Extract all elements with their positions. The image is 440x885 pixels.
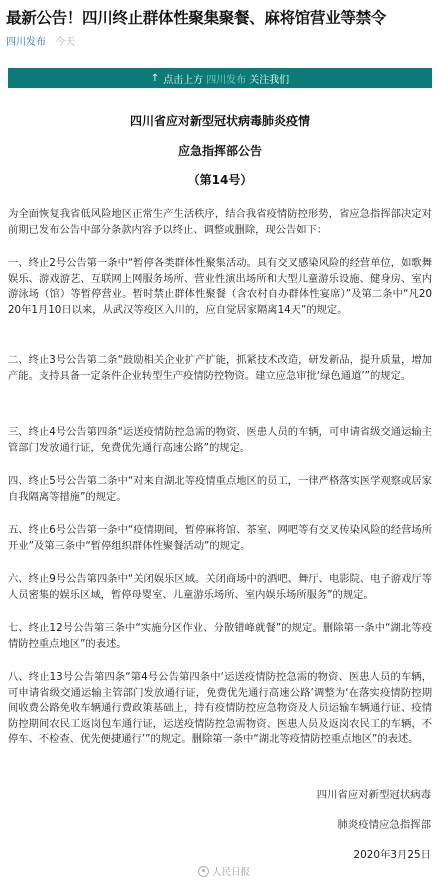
clause-paragraph: 六、终止9号公告第四条中“关闭娱乐区域。关闭商场中的酒吧、舞厅、电影院、电子游戏厅等人员密集的娱乐区域，暂停母婴室、儿童游乐场所、室内娱乐场所服务”的规定。 (8, 573, 432, 601)
clause-paragraph: 一、终止2号公告第一条中“暂停各类群体性聚集活动。具有交叉感染风险的经营单位，如歌舞娱乐、游戏游艺、互联网上网服务场所、营业性演出场所和大型儿童游乐设施、健身房、室内游泳场（馆）等暂停营业。暂时禁止群体性聚餐（含农村自办群体性宴席）”及第二条中“凡2020年1月10日以来，从武汉等疫区入川的，应自觉居家隔离14天”的规定。 (8, 257, 432, 316)
clause-paragraph: 三、终止4号公告第四条“运送疫情防控急需的物资、医患人员的车辆，可申请省级交通运输主管部门发放通行证，免费优先通行高速公路”的规定。 (8, 426, 432, 454)
document-number: （第14号） (187, 173, 253, 187)
publish-time: 今天 (55, 37, 76, 48)
signature-date: 2020年3月25日 (353, 849, 431, 861)
document-subtitle: 应急指挥部公告 (177, 144, 262, 158)
follow-text-after: 关注我们 (249, 74, 290, 86)
signature-org: 肺炎疫情应急指挥部 (337, 819, 431, 831)
signature-org: 四川省应对新型冠状病毒 (316, 789, 431, 801)
clause-paragraph: 二、终止3号公告第二条“鼓励相关企业扩产扩能，抓紧技术改造，研发新品，提升质量，增加产能。支持具备一定条件企业转型生产疫情防控物资。建立应急审批‘绿色通道’”的规定。 (8, 354, 432, 382)
follow-account-name: 四川发布 (206, 74, 247, 86)
weibo-logo-icon (198, 866, 209, 877)
arrow-up-icon: ↑ (150, 72, 160, 84)
follow-text-before: 点击上方 (163, 74, 204, 86)
follow-banner[interactable] (8, 68, 432, 88)
clause-paragraph: 四、终止5号公告第二条中“对来自湖北等疫情重点地区的员工，一律严格落实医学观察或居家自我隔离等措施”的规定。 (8, 475, 432, 503)
watermark (198, 864, 250, 878)
clause-paragraph: 五、终止6号公告第一条中“疫情期间，暂停麻将馆、茶室、网吧等有交叉传染风险的经营场所开业”及第三条中“暂停组织群体性聚餐活动”的规定。 (8, 524, 432, 552)
watermark-text: 人民日报 (212, 867, 251, 878)
article-meta (6, 33, 75, 48)
clause-paragraph: 七、终止12号公告第三条中“实施分区作业、分散错峰就餐”的规定。删除第一条中“湖北等疫情防控重点地区”的表述。 (8, 622, 432, 650)
intro-paragraph: 为全面恢复我省低风险地区正常生产生活秩序，结合我省疫情防控形势，省应急指挥部决定对前期已发布公告中部分条款内容予以终止、调整或删除，现公告如下： (8, 208, 432, 236)
article-title: 最新公告！四川终止群体性聚集聚餐、麻将馆营业等禁令 (6, 9, 387, 27)
clause-paragraph: 八、终止13号公告第四条“第4号公告第四条中‘运送疫情防控急需的物资、医患人员的车辆，可申请省级交通运输主管部门发放通行证，免费优先通行高速公路’调整为‘在落实疫情防控期间收费公路免收车辆通行费政策基础上，持有疫情防控应急物资及人员运输车辆通行证、疫情防控期间农民工返岗包车通行证，运送疫情防控急需物资、医患人员及返岗农民工的车辆，不停车、不检查、优先便捷通行’”的规定。删除第一条中“湖北等疫情防控重点地区”的表述。 (8, 671, 432, 745)
author-link[interactable]: 四川发布 (6, 37, 46, 48)
document-org-title: 四川省应对新型冠状病毒肺炎疫情 (129, 114, 310, 128)
